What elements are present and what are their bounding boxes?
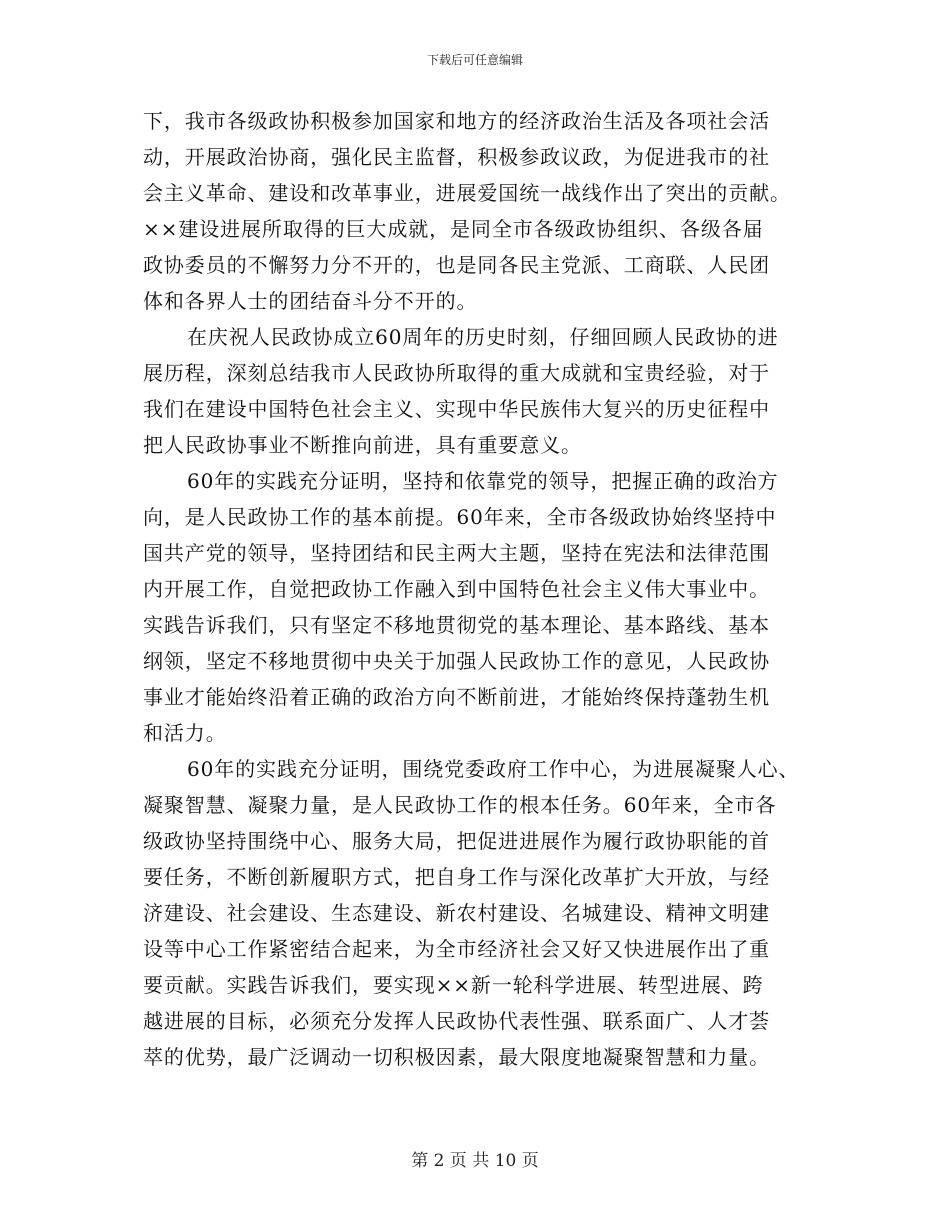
- paragraph-2: [143, 319, 823, 463]
- text-line: 要贡献。实践告诉我们，要实现××新一轮科学进展、转型进展、跨: [143, 973, 764, 997]
- text-line: 要任务，不断创新履职方式，把自身工作与深化改革扩大开放，与经: [143, 865, 770, 889]
- text-line: 萃的优势，最广泛调动一切积极因素，最大限度地凝聚智慧和力量。: [143, 1045, 770, 1069]
- text-line: 把人民政协事业不断推向前进，具有重要意义。: [143, 433, 582, 457]
- page-number-footer: 第 2 页 共 10 页: [411, 1151, 539, 1171]
- text-line: 事业才能始终沿着正确的政治方向不断前进，才能始终保持蓬勃生机: [143, 685, 770, 709]
- text-line: 内开展工作，自觉把政协工作融入到中国特色社会主义伟大事业中。: [143, 577, 770, 601]
- text-line: 级政协坚持围绕中心、服务大局，把促进进展作为履行政协职能的首: [143, 829, 770, 853]
- text-line: 政协委员的不懈努力分不开的，也是同各民主党派、工商联、人民团: [143, 253, 770, 277]
- text-line: 下，我市各级政协积极参加国家和地方的经济政治生活及各项社会活: [143, 109, 770, 133]
- text-line: ××建设进展所取得的巨大成就，是同全市各级政协组织、各级各届: [143, 217, 764, 241]
- text-line: 60年的实践充分证明，坚持和依靠党的领导，把握正确的政治方: [187, 469, 779, 493]
- text-line: 60年的实践充分证明，围绕党委政府工作中心，为进展凝聚人心、: [187, 757, 800, 781]
- text-line: 纲领，坚定不移地贯彻中央关于加强人民政协工作的意见，人民政协: [143, 649, 770, 673]
- text-line: 设等中心工作紧密结合起来，为全市经济社会又好又快进展作出了重: [143, 937, 770, 961]
- document-body: [143, 103, 823, 1075]
- text-line: 我们在建设中国特色社会主义、实现中华民族伟大复兴的历史征程中: [143, 397, 770, 421]
- text-line: 越进展的目标，必须充分发挥人民政协代表性强、联系面广、人才荟: [143, 1009, 770, 1033]
- text-line: 和活力。: [143, 721, 227, 745]
- text-line: 动，开展政治协商，强化民主监督，积极参政议政，为促进我市的社: [143, 145, 770, 169]
- page-header-note: 下载后可任意编辑: [426, 53, 523, 67]
- paragraph-4: [143, 751, 823, 1075]
- text-line: 凝聚智慧、凝聚力量，是人民政协工作的根本任务。60年来，全市各: [143, 793, 777, 817]
- text-line: 实践告诉我们，只有坚定不移地贯彻党的基本理论、基本路线、基本: [143, 613, 770, 637]
- text-line: 在庆祝人民政协成立60周年的历史时刻，仔细回顾人民政协的进: [187, 325, 779, 349]
- text-line: 国共产党的领导，坚持团结和民主两大主题，坚持在宪法和法律范围: [143, 541, 770, 565]
- text-line: 体和各界人士的团结奋斗分不开的。: [143, 289, 478, 313]
- paragraph-3: [143, 463, 823, 751]
- text-line: 展历程，深刻总结我市人民政协所取得的重大成就和宝贵经验，对于: [143, 361, 770, 385]
- text-line: 向，是人民政协工作的基本前提。60年来，全市各级政协始终坚持中: [143, 505, 777, 529]
- text-line: 会主义革命、建设和改革事业，进展爱国统一战线作出了突出的贡献。: [143, 181, 791, 205]
- paragraph-1: [143, 103, 823, 319]
- text-line: 济建设、社会建设、生态建设、新农村建设、名城建设、精神文明建: [143, 901, 770, 925]
